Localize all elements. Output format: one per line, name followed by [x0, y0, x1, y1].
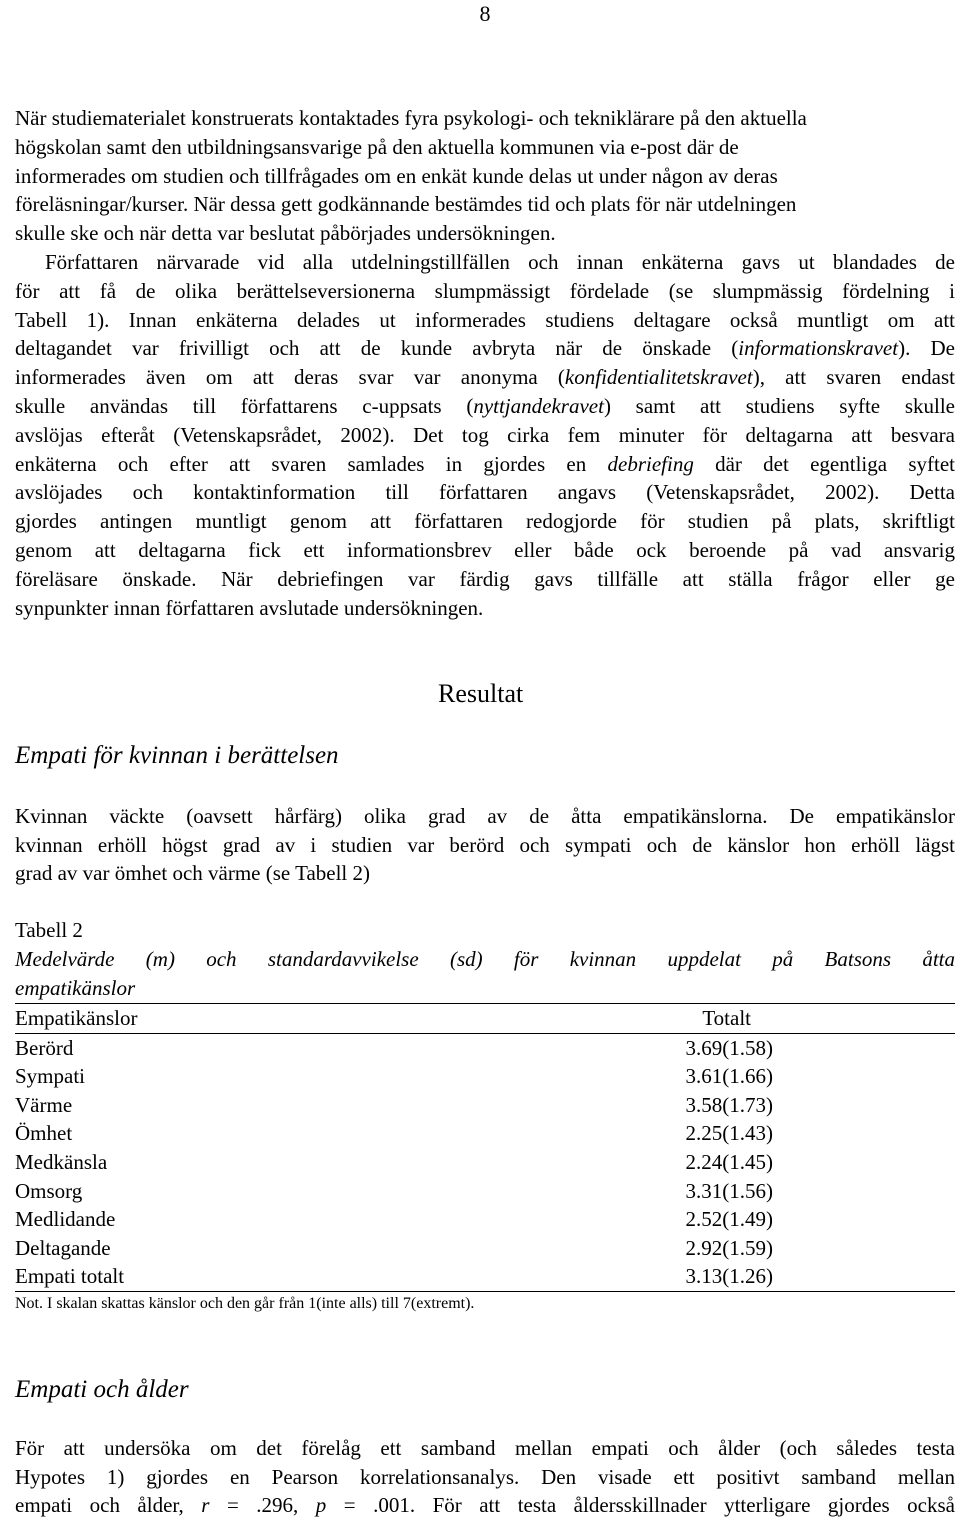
table-caption	[15, 945, 955, 1002]
table-cell: 2.92(1.59)	[685, 1235, 773, 1260]
method-paragraph	[15, 248, 955, 622]
column-header: Empatikänslor	[15, 1006, 138, 1030]
italic-term: konfidentialitetskravet	[564, 365, 753, 390]
text-line: För att undersöka om det förelåg ett samband mellan empati och ålder (och således testa	[15, 1436, 955, 1460]
table-cell: 2.25(1.43)	[685, 1121, 773, 1146]
text-run: ). De	[898, 336, 955, 361]
text-line: grad av var ömhet och värme (se Tabell 2)	[15, 861, 371, 885]
text-run: ) samt att studiens syfte skulle	[603, 393, 955, 418]
text-run: skulle användas till författarens c-uppsats (	[15, 393, 474, 418]
text-line: Kvinnan väckte (oavsett hårfärg) olika grad av de åtta empatikänslorna. De empatikänslor	[15, 804, 955, 828]
table-note: Not. I skalan skattas känslor och den går från 1(inte alls) till 7(extremt).	[15, 1294, 475, 1312]
table-row	[15, 1234, 955, 1263]
table-bottom-rule	[15, 1291, 955, 1292]
table-row	[15, 1091, 955, 1120]
text-line: Författaren närvarade vid alla utdelningstillfällen och innan enkäterna gavs ut blandades de	[45, 250, 955, 274]
table-cell: Medlidande	[15, 1207, 116, 1232]
text-line	[15, 1491, 955, 1520]
table-header-row	[15, 1004, 955, 1033]
italic-term: debriefing	[607, 451, 694, 476]
text-line: synpunkter innan författaren avslutade undersökningen.	[15, 595, 484, 620]
age-paragraph	[15, 1434, 955, 1520]
text-run: informerades även om att deras svar var anonyma (	[15, 365, 565, 390]
intro-paragraph	[15, 104, 955, 248]
text-run: = .001. För att testa åldersskillnader ytterligare gjordes också	[326, 1493, 955, 1517]
table-row	[15, 1205, 955, 1234]
text-line: avslöjas efteråt (Vetenskapsrådet, 2002). Det tog cirka fem minuter för deltagarna att besvara	[15, 422, 955, 447]
text-line	[15, 450, 955, 479]
table-cell: 3.58(1.73)	[685, 1092, 773, 1117]
text-line: avslöjades och kontaktinformation till författaren angavs (Vetenskapsrådet, 2002). Detta	[15, 480, 955, 505]
text-line: När studiematerialet konstruerats kontaktades fyra psykologi- och tekniklärare på den aktuella	[15, 106, 807, 130]
results-paragraph	[15, 802, 955, 888]
empathy-table	[15, 1003, 955, 1314]
italic-term: informationskravet	[738, 336, 899, 361]
table-cell: Sympati	[15, 1064, 86, 1089]
text-line: föreläsare önskade. När debriefingen var färdig gavs tillfälle att ställa frågor eller ge	[15, 566, 955, 591]
caption-line: Medelvärde (m) och standardavvikelse (sd) för kvinnan uppdelat på Batsons åtta	[15, 947, 955, 971]
text-line: gjordes antingen muntligt genom att författaren redogjorde för studien på plats, skriftligt	[15, 509, 955, 534]
section-heading-empathy-age: Empati och ålder	[15, 1376, 189, 1403]
table-cell: 2.24(1.45)	[685, 1149, 773, 1174]
text-line: informerades om studien och tillfrågades om en enkät kunde delas ut under någon av deras	[15, 163, 778, 188]
table-row	[15, 1262, 955, 1291]
text-line	[15, 363, 955, 392]
caption-line: empatikänslor	[15, 975, 136, 1000]
text-line: för att få de olika berättelseversionerna slumpmässigt fördelade (se slumpmässig fördelning i	[15, 278, 955, 303]
table-row	[15, 1177, 955, 1206]
table-cell: Berörd	[15, 1035, 74, 1060]
text-line: föreläsningar/kurser. När dessa gett godkännande bestämdes tid och plats för när utdelningen	[15, 192, 797, 217]
text-line: skulle ske och när detta var beslutat påbörjades undersökningen.	[15, 221, 556, 246]
table-cell: Ömhet	[15, 1121, 73, 1146]
table-cell: 3.13(1.26)	[685, 1264, 773, 1289]
table-cell: 2.52(1.49)	[685, 1207, 773, 1232]
text-line: Tabell 1). Innan enkäterna delades ut informerades studiens deltagare också muntligt om att	[15, 307, 955, 332]
table-cell: Empati totalt	[15, 1264, 125, 1289]
table-cell: Medkänsla	[15, 1149, 108, 1174]
table-cell: 3.69(1.58)	[685, 1035, 773, 1060]
stat-symbol-p: p	[315, 1493, 327, 1517]
text-line	[15, 392, 955, 421]
text-run: = .296,	[209, 1493, 316, 1517]
table-row	[15, 1148, 955, 1177]
text-run: enkäterna och efter att svaren samlades in gjordes en	[15, 451, 608, 476]
table-row	[15, 1119, 955, 1148]
page-number: 8	[479, 1, 491, 26]
text-line: kvinnan erhöll högst grad av i studien var berörd och sympati och de känslor hon erhöll lägst	[15, 832, 955, 857]
table-cell: Deltagande	[15, 1235, 111, 1260]
text-line: genom att deltagarna fick ett informationsbrev eller både ock beroende på vad ansvarig	[15, 537, 955, 562]
text-line	[15, 334, 955, 363]
text-line: Hypotes 1) gjordes en Pearson korrelationsanalys. Den visade ett positivt samband mellan	[15, 1464, 955, 1489]
results-heading: Resultat	[438, 679, 524, 708]
text-run: deltagandet var frivilligt och att de kunde avbryta när de önskade (	[15, 336, 739, 361]
table-cell: Omsorg	[15, 1178, 83, 1203]
text-run: empati och ålder,	[15, 1493, 202, 1517]
table-cell: 3.31(1.56)	[685, 1178, 773, 1203]
stat-symbol-r: r	[201, 1493, 210, 1517]
column-header: Totalt	[702, 1006, 751, 1030]
table-label: Tabell 2	[15, 918, 83, 942]
table-cell: 3.61(1.66)	[685, 1064, 773, 1089]
table-cell: Värme	[15, 1092, 73, 1117]
section-heading-empathy-woman: Empati för kvinnan i berättelsen	[15, 742, 339, 769]
text-run: ), att svaren endast	[752, 365, 955, 390]
italic-term: nyttjandekravet	[473, 393, 604, 418]
text-line: högskolan samt den utbildningsansvarige på den aktuella kommunen via e-post där de	[15, 134, 739, 159]
text-run: där det egentliga syftet	[693, 451, 955, 476]
table-row	[15, 1062, 955, 1091]
table-row	[15, 1034, 955, 1063]
